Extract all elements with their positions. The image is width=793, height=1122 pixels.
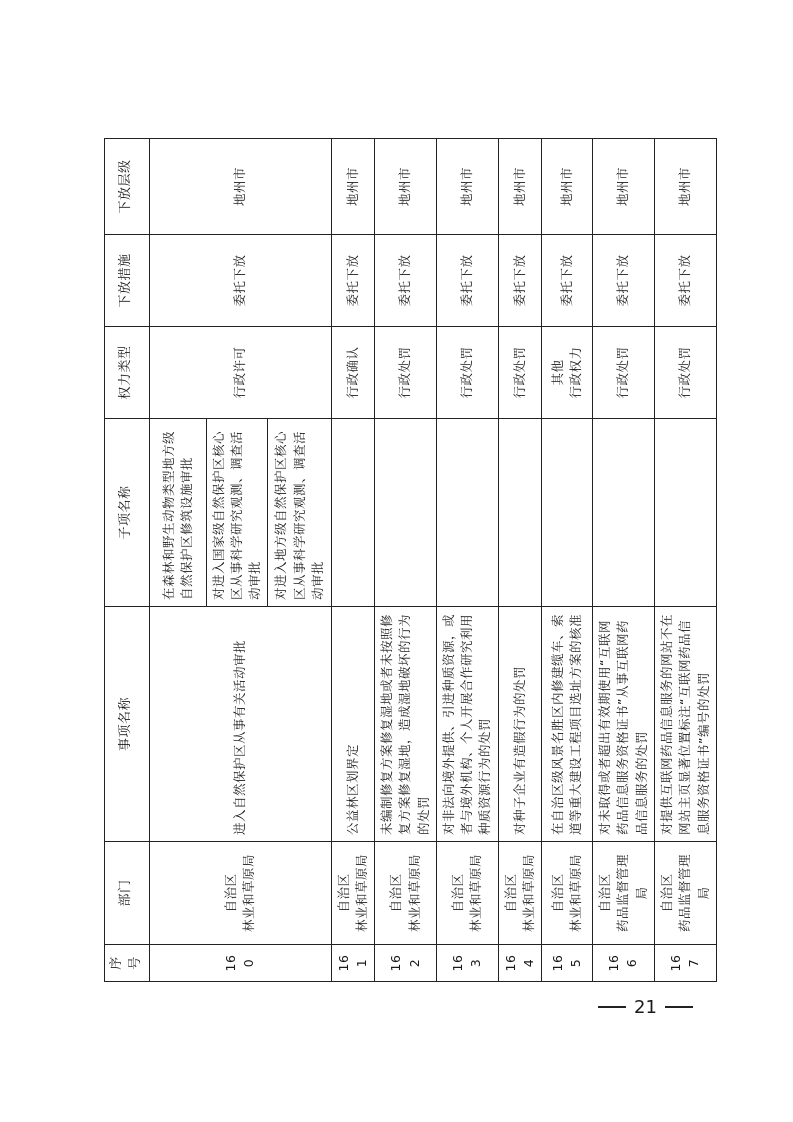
cell-level: 地州市 [436,139,498,235]
cell-measure: 委托下放 [654,235,716,327]
cell-subitem: 对进入国家级自然保护区核心区从事科学研究观测、调查活动审批 [206,419,267,607]
cell-power-type: 其他 行政权力 [541,327,592,419]
cell-item: 进入自然保护区从事有关活动审批 [149,607,331,842]
cell-dept [149,842,331,945]
cell-subitem [332,419,375,607]
cell-power-type: 行政处罚 [654,327,716,419]
cell-level: 地州市 [592,139,654,235]
cell-power-type: 行政处罚 [592,327,654,419]
cell-no: 160 [149,945,331,982]
table-row [375,139,436,982]
cell-measure: 委托下放 [375,235,436,327]
cell-subitem: 在森林和野生动物类型地方级自然保护区修筑设施审批 [149,419,206,607]
table-row [436,139,498,982]
cell-level: 地州市 [149,139,331,235]
cell-level: 地州市 [332,139,375,235]
cell-subitem [498,419,541,607]
cell-level: 地州市 [654,139,716,235]
table-row [332,139,375,982]
header-item: 事项名称 [105,607,150,842]
header-measure: 下放措施 [105,235,150,327]
dept-line-1: 自治区 林业和草原局 [223,854,257,933]
table-row [541,139,592,982]
table-row [149,139,206,982]
cell-measure: 委托下放 [436,235,498,327]
cell-level: 地州市 [375,139,436,235]
cell-item: 对未取得或者超出有效期使用“互联网药品信息服务资格证书”从事互联网药品信息服务的处罚 [592,607,654,842]
cell-subitem [541,419,592,607]
header-level: 下放层级 [105,139,150,235]
cell-measure: 委托下放 [498,235,541,327]
footer-dash-left [598,1006,626,1008]
cell-dept: 自治区 林业和草原局 [375,842,436,945]
cell-subitem [592,419,654,607]
cell-measure: 委托下放 [332,235,375,327]
header-no: 序号 [105,945,150,982]
cell-power-type: 行政处罚 [498,327,541,419]
table-header-row [105,139,150,982]
cell-subitem [436,419,498,607]
table-row [498,139,541,982]
cell-power-type: 行政确认 [332,327,375,419]
cell-item: 对种子企业有造假行为的处罚 [498,607,541,842]
cell-no: 162 [375,945,436,982]
cell-power-type: 行政处罚 [375,327,436,419]
cell-item: 对提供互联网药品信息服务的网站不在网站主页显著位置标注“互联网药品信息服务资格证书”编号的处罚 [654,607,716,842]
cell-item: 公益林区划界定 [332,607,375,842]
cell-subitem [654,419,716,607]
cell-measure: 委托下放 [149,235,331,327]
cell-item: 对非法向境外提供、引进种质资源，或者与境外机构、个人开展合作研究利用种质资源行为的处罚 [436,607,498,842]
table-row [592,139,654,982]
header-subitem: 子项名称 [105,419,150,607]
cell-measure: 委托下放 [592,235,654,327]
cell-subitem: 对进入地方级自然保护区核心区从事科学研究观测、调查活动审批 [268,419,332,607]
cell-dept: 自治区 药品监督管理局 [592,842,654,945]
cell-dept: 自治区 林业和草原局 [541,842,592,945]
cell-dept: 自治区 林业和草原局 [332,842,375,945]
page-footer [598,996,728,1018]
cell-level: 地州市 [498,139,541,235]
cell-no: 161 [332,945,375,982]
cell-no: 167 [654,945,716,982]
header-power-type: 权力类型 [105,327,150,419]
table-row [654,139,716,982]
table-rotated-wrapper [104,139,711,982]
cell-no: 166 [592,945,654,982]
header-dept: 部门 [105,842,150,945]
cell-no: 163 [436,945,498,982]
cell-subitem [375,419,436,607]
cell-level: 地州市 [541,139,592,235]
cell-dept: 自治区 林业和草原局 [436,842,498,945]
cell-measure: 委托下放 [541,235,592,327]
cell-item: 在自治区级风景名胜区内修建缆车、索道等重大建设工程项目选址方案的核准 [541,607,592,842]
cell-no: 164 [498,945,541,982]
power-delegation-table [104,138,717,982]
cell-power-type: 行政处罚 [436,327,498,419]
cell-dept: 自治区 林业和草原局 [498,842,541,945]
cell-power-type: 行政许可 [149,327,331,419]
cell-item: 未编制修复方案修复湿地或者未按照修复方案修复湿地，造成湿地破坏的行为的处罚 [375,607,436,842]
cell-no: 165 [541,945,592,982]
cell-dept: 自治区 药品监督管理局 [654,842,716,945]
page-number: 21 [634,996,657,1018]
footer-dash-right [665,1006,693,1008]
